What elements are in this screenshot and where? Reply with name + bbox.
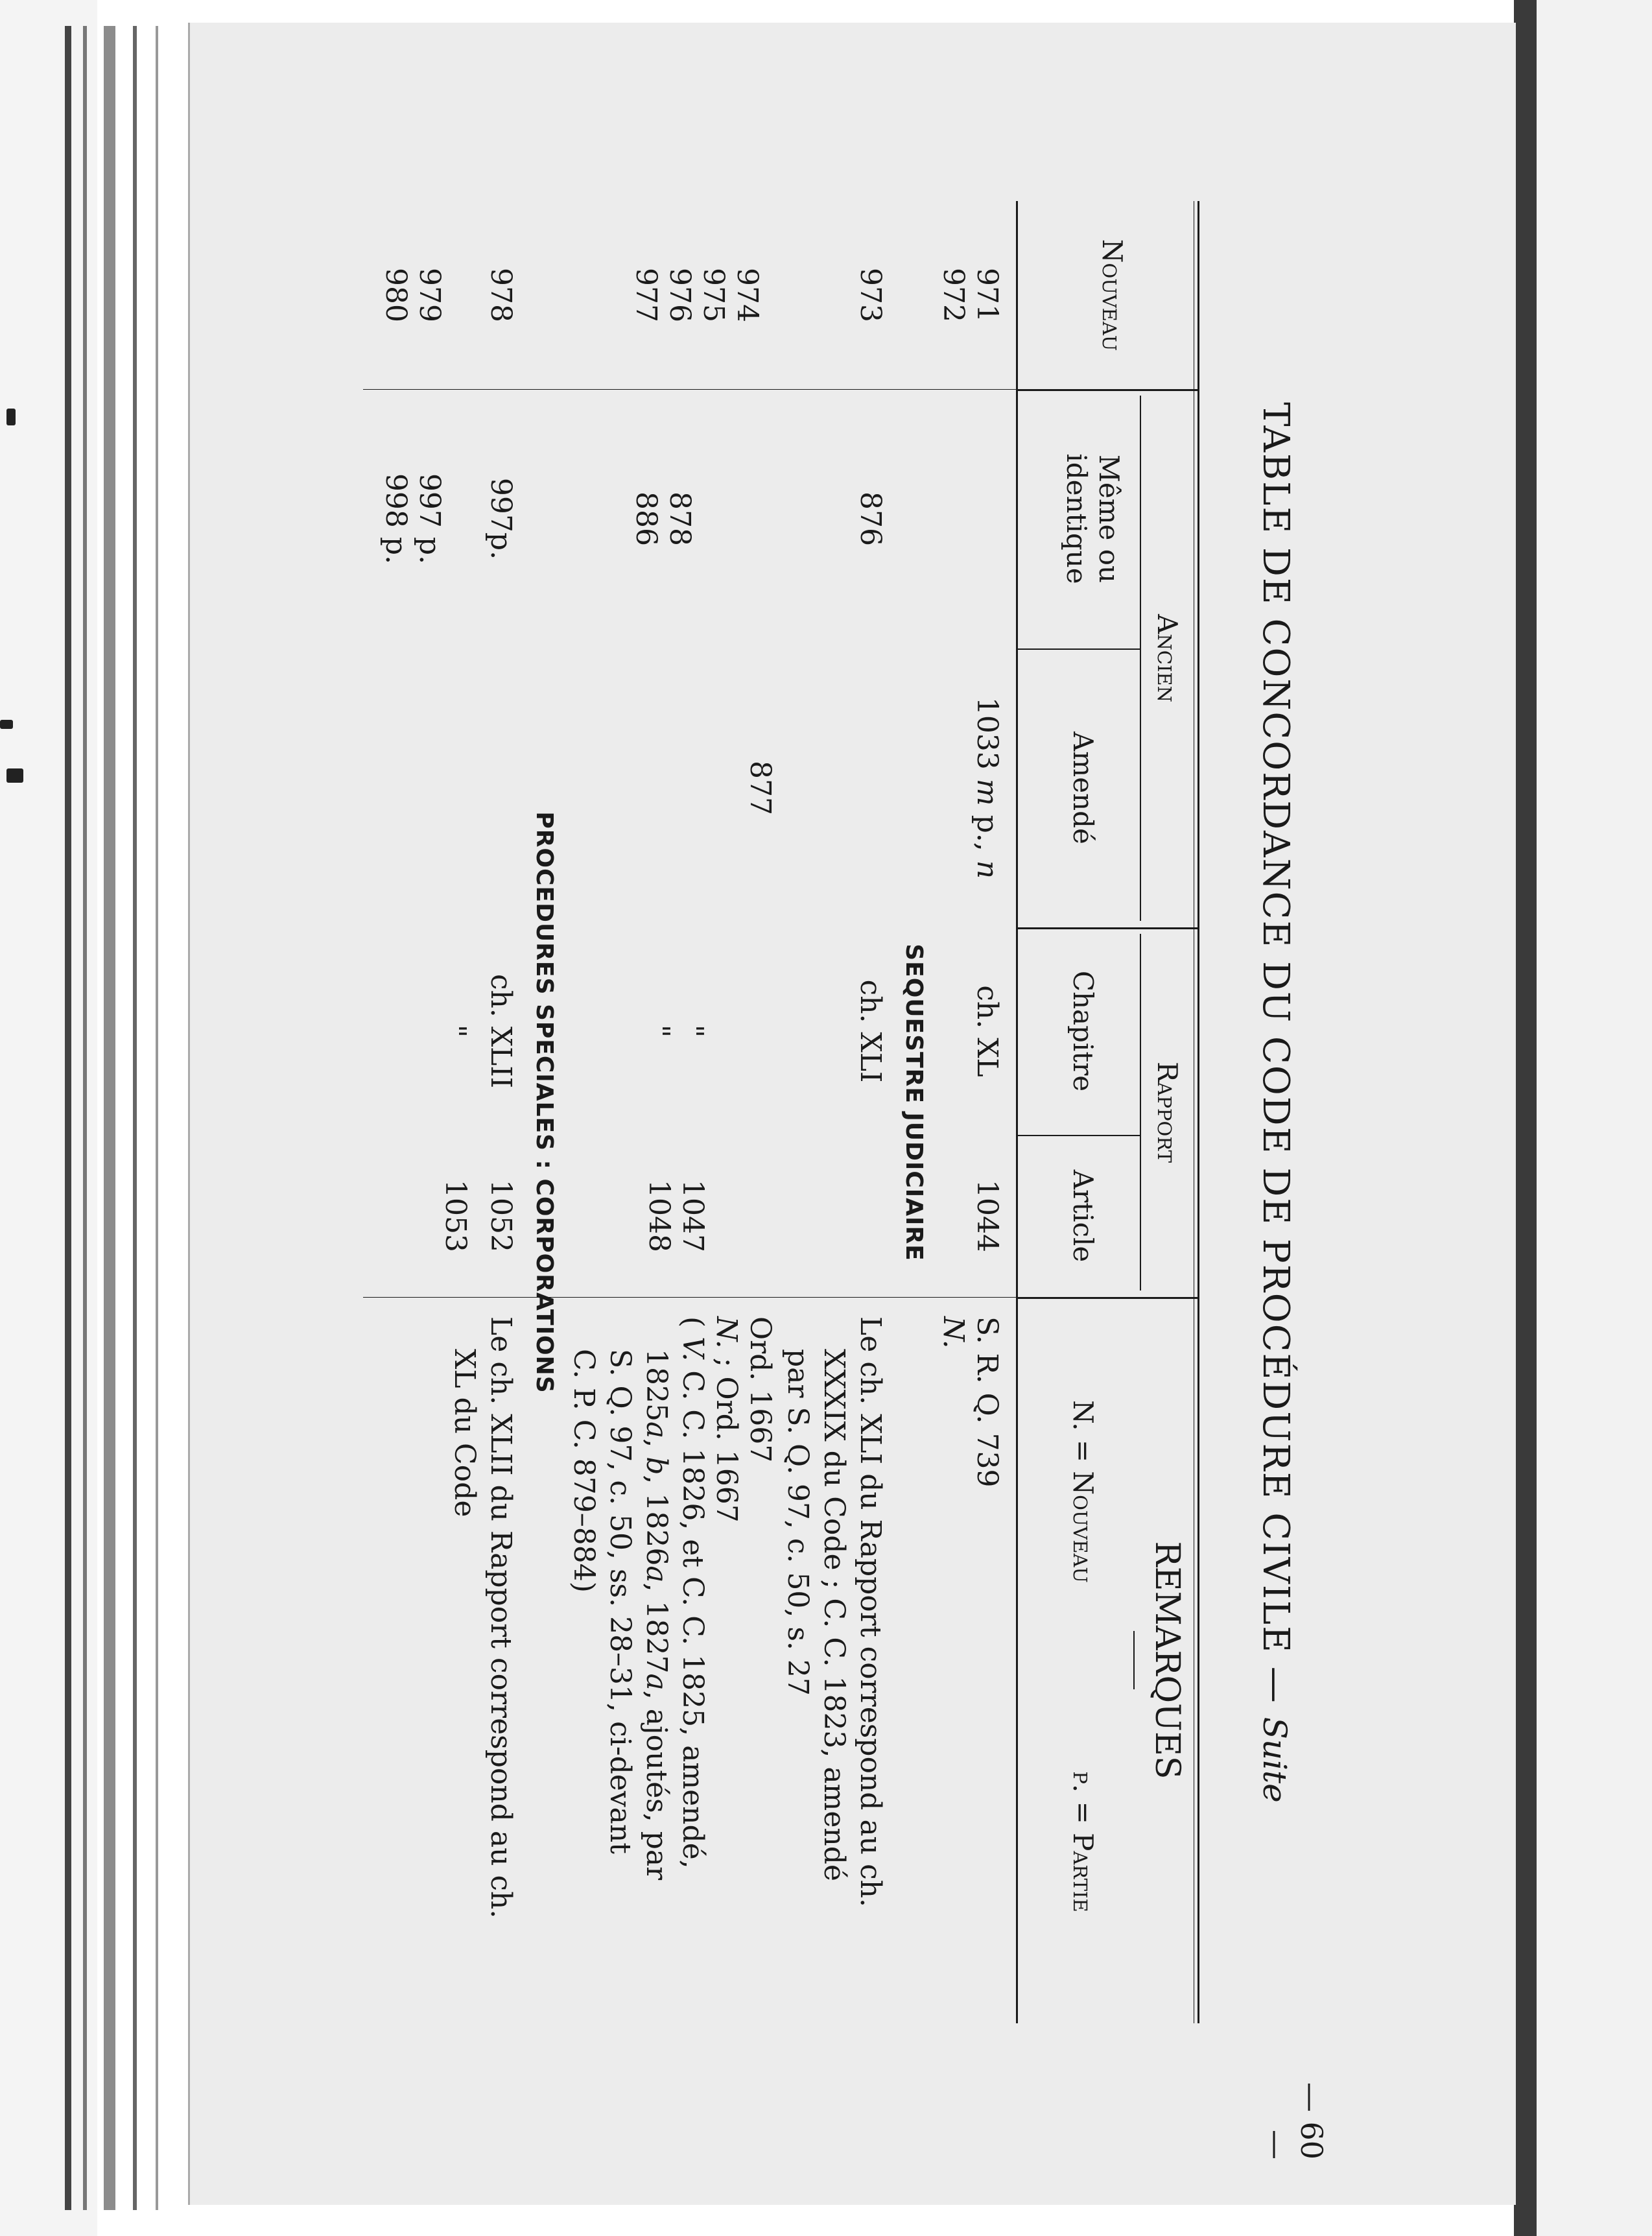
header-meme-identique: Même ou identique <box>1061 453 1125 584</box>
cell-meme: 997 p. <box>413 473 446 565</box>
cell-article: 1047 <box>676 1180 709 1252</box>
cell-nouveau: 977 <box>630 268 663 322</box>
cell-chapitre: " <box>676 1024 709 1038</box>
header-rule-bottom <box>1016 201 1018 2023</box>
cell-nouveau: 976 <box>663 268 696 322</box>
cell-amende: 1033 m p., n <box>971 696 1004 879</box>
header-chapitre: Chapitre <box>1067 970 1099 1092</box>
cell-chapitre: " <box>439 1024 472 1038</box>
page-title <box>1255 195 1297 2010</box>
scan-speck <box>0 720 13 729</box>
header-rule-top <box>1198 201 1199 2023</box>
cell-chapitre: ch. XLII <box>484 973 517 1089</box>
page-edge <box>133 26 137 2210</box>
cell-chapitre: ch. XL <box>971 985 1004 1077</box>
header-nouveau: Nouveau <box>1096 239 1128 351</box>
section-sequestre: SEQUESTRE JUDICIAIRE <box>901 944 927 1261</box>
cell-remarque: N. <box>937 1316 970 1349</box>
cell-remarque: S. R. Q. 739 <box>971 1316 1004 1488</box>
title-text: TABLE DE CONCORDANCE DU CODE DE PROCÉDURE CIVILE — <box>1255 402 1297 1704</box>
legend-nouveau: N. = Nouveau <box>1067 1400 1099 1583</box>
cell-nouveau: 972 <box>937 268 970 322</box>
cell-article: 1052 <box>484 1180 517 1252</box>
cell-article: 1048 <box>643 1180 676 1252</box>
cell-chapitre: " <box>643 1024 676 1038</box>
header-amende: Amendé <box>1067 731 1099 844</box>
page-edge <box>65 26 71 2210</box>
body-rule <box>363 1297 1018 1298</box>
adjacent-page-edge <box>1514 0 1537 2236</box>
cell-chapitre: ch. XLI <box>854 979 887 1083</box>
cell-meme: 886 <box>630 492 663 546</box>
cell-meme: 878 <box>663 492 696 546</box>
cell-remarque: Le ch. XLI du Rapport correspond au ch. XXXIX du Code ; C. C. 1823, amendé par S. Q. 97, c. 50, s. 27 <box>781 1316 887 1907</box>
cell-nouveau: 973 <box>854 268 887 322</box>
header-article: Article <box>1067 1169 1099 1263</box>
cell-article: 1053 <box>439 1180 472 1252</box>
cell-meme: 997p. <box>484 477 517 560</box>
adjacent-page <box>1537 0 1652 2236</box>
cell-meme: 876 <box>854 492 887 546</box>
cell-remarque: Le ch. XLII du Rapport correspond au ch. XL du Code <box>448 1316 517 1919</box>
legend-partie: p. = Partie <box>1067 1771 1099 1912</box>
cell-nouveau: 974 <box>731 268 764 322</box>
section-procedures: PROCEDURES SPECIALES : CORPORATIONS <box>531 811 558 1394</box>
body-rule <box>363 389 1018 390</box>
remarques-underline <box>1133 1631 1135 1689</box>
header-remarques: REMARQUES <box>1148 1541 1186 1779</box>
cell-remarque: N. ; Ord. 1667 <box>710 1316 743 1523</box>
cell-nouveau: 980 <box>379 268 412 322</box>
cell-article: 1044 <box>971 1180 1004 1252</box>
cell-nouveau: 971 <box>971 268 1004 322</box>
cell-nouveau: 979 <box>413 268 446 322</box>
cell-nouveau: 978 <box>484 268 517 322</box>
cell-amende: 877 <box>744 761 777 815</box>
cell-remarque: ( V. C. C. 1826, et C. C. 1825, amendé, 1825a, b, 1826a, 1827a, ajoutés, par S. Q. 97, c. 50, ss. 28–31, ci-devant C. P. C. 879–884) <box>567 1316 709 1881</box>
scan-speck <box>6 409 16 425</box>
rotated-table-page <box>266 195 1336 2159</box>
cell-nouveau: 975 <box>697 268 730 322</box>
page-edge <box>156 26 158 2210</box>
rapport-subrule <box>1140 934 1141 1290</box>
page-edge <box>104 26 115 2210</box>
page-edge <box>83 26 87 2210</box>
scan-speck <box>6 768 23 783</box>
page-number: — 60 — <box>1259 2082 1329 2159</box>
title-suffix: Suite <box>1256 1717 1293 1803</box>
header-ancien: Ancien <box>1151 614 1183 702</box>
cell-meme: 998 p. <box>379 473 412 565</box>
cell-remarque: Ord. 1667 <box>744 1316 777 1463</box>
header-rapport: Rapport <box>1151 1061 1183 1163</box>
ancien-subrule <box>1140 396 1141 921</box>
